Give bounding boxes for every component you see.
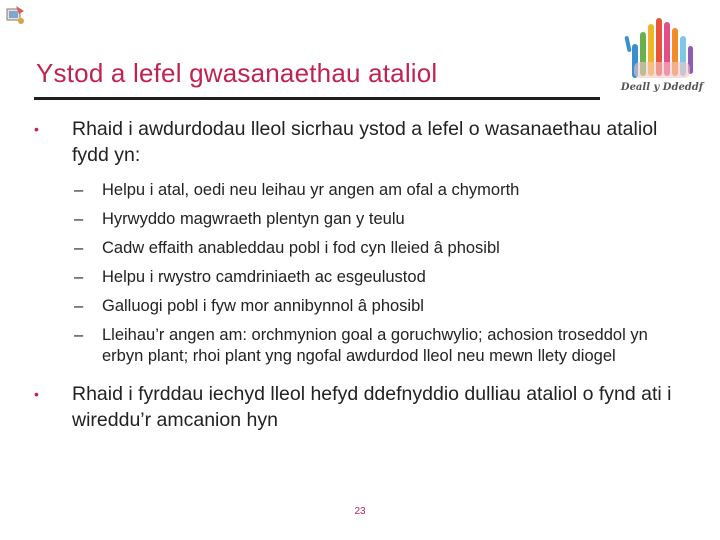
- dash-icon: –: [74, 210, 84, 228]
- dash-icon: –: [74, 268, 84, 286]
- dash-icon: –: [74, 239, 84, 257]
- sub-item: [34, 238, 684, 259]
- bullet-2: [34, 381, 684, 433]
- sub-list: [34, 180, 684, 367]
- bullet-dot-icon: •: [34, 121, 39, 137]
- sub-item-text: Cadw effaith anableddau pobl i fod cyn lleied â phosibl: [102, 239, 500, 257]
- sub-item: [34, 180, 684, 201]
- dash-icon: –: [74, 326, 84, 344]
- slide-body: [34, 116, 684, 433]
- title-underline: [34, 97, 600, 100]
- dash-icon: –: [74, 297, 84, 315]
- sub-item: [34, 325, 684, 367]
- page-number: 23: [354, 506, 366, 517]
- sub-item-text: Hyrwyddo magwraeth plentyn gan y teulu: [102, 210, 405, 228]
- sub-item: [34, 209, 684, 230]
- bullet-1: [34, 116, 684, 168]
- sub-item-text: Galluogi pobl i fyw mor annibynnol â phosibl: [102, 297, 424, 315]
- bullet-1-text: Rhaid i awdurdodau lleol sicrhau ystod a lefel o wasanaethau ataliol fydd yn:: [72, 118, 658, 166]
- sub-item-text: Helpu i atal, oedi neu leihau yr angen am ofal a chymorth: [102, 181, 520, 199]
- bullet-dot-icon: •: [34, 386, 39, 402]
- logo-caption: Deall y Ddeddf: [620, 82, 704, 93]
- sub-item: [34, 267, 684, 288]
- app-icon: [4, 4, 26, 26]
- bullet-2-text: Rhaid i fyrddau iechyd lleol hefyd ddefnyddio dulliau ataliol o fynd ati i wireddu’r amcanion hyn: [72, 383, 672, 431]
- dash-icon: –: [74, 181, 84, 199]
- sub-item-text: Lleihau’r angen am: orchmynion goal a goruchwylio; achosion troseddol yn erbyn plant; rhoi plant yng ngofal awdurdod lleol neu mewn llety diogel: [102, 326, 648, 365]
- sub-item: [34, 296, 684, 317]
- slide-title: Ystod a lefel gwasanaethau ataliol: [36, 58, 438, 88]
- sub-item-text: Helpu i rwystro camdriniaeth ac esgeulustod: [102, 268, 426, 286]
